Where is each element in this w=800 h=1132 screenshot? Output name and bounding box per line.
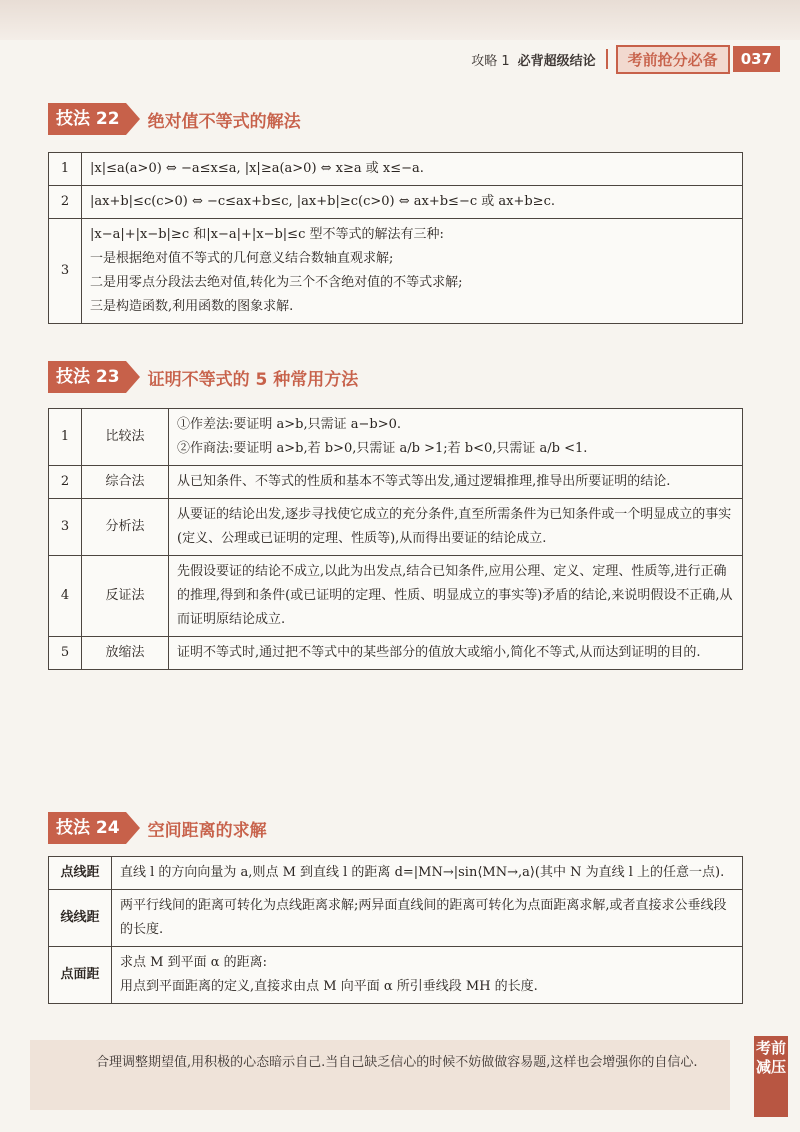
table-row	[49, 947, 743, 1004]
section-24-table	[48, 856, 743, 1004]
chapter-title: 必背超级结论	[517, 53, 596, 69]
strategy-label: 攻略 1	[471, 53, 510, 69]
row-content	[82, 219, 743, 324]
table-row	[49, 499, 743, 556]
row-content: 从已知条件、不等式的性质和基本不等式等出发,通过逻辑推理,推导出所要证明的结论.	[169, 466, 743, 499]
distance-type: 点面距	[49, 947, 112, 1004]
table-row	[49, 556, 743, 637]
section-tag: 技法 22	[48, 103, 126, 135]
row-content: 先假设要证的结论不成立,以此为出发点,结合已知条件,应用公理、定义、定理、性质等,进行正确的推理,得到和条件(或已证明的定理、性质、明显成立的事实等)矛盾的结论,来说明假设不正确,从而证明原结论成立.	[169, 556, 743, 637]
distance-type: 线线距	[49, 890, 112, 947]
section-22-heading	[48, 103, 301, 135]
row-content	[112, 947, 743, 1004]
row-number: 5	[49, 637, 82, 670]
content-line: 三是构造函数,利用函数的图象求解.	[90, 299, 294, 314]
content-line: 一是根据绝对值不等式的几何意义结合数轴直观求解;	[90, 251, 394, 266]
row-number: 2	[49, 466, 82, 499]
row-content: 两平行线间的距离可转化为点线距离求解;两异面直线间的距离可转化为点面距离求解,或者直接求公垂线段的长度.	[112, 890, 743, 947]
table-row	[49, 409, 743, 466]
table-row	[49, 890, 743, 947]
row-content: |ax+b|≤c(c>0) ⇔ −c≤ax+b≤c, |ax+b|≥c(c>0) ⇔ ax+b≤−c 或 ax+b≥c.	[82, 186, 743, 219]
page-top-band	[0, 0, 800, 40]
section-title: 证明不等式的 5 种常用方法	[147, 369, 359, 390]
footer-text: 合理调整期望值,用积极的心态暗示自己.当自己缺乏信心的时候不妨做做容易题,这样也会增强你的自信心.	[96, 1055, 698, 1070]
table-row	[49, 466, 743, 499]
row-content: 直线 l 的方向向量为 a,则点 M 到直线 l 的距离 d=|MN→|sin⟨MN→,a⟩(其中 N 为直线 l 上的任意一点).	[112, 857, 743, 890]
table-row	[49, 857, 743, 890]
row-content: |x|≤a(a>0) ⇔ −a≤x≤a, |x|≥a(a>0) ⇔ x≥a 或 x≤−a.	[82, 153, 743, 186]
footer-banner	[30, 1040, 730, 1110]
row-number: 3	[49, 219, 82, 324]
content-line: ①作差法:要证明 a>b,只需证 a−b>0.	[177, 417, 402, 432]
content-line: ②作商法:要证明 a>b,若 b>0,只需证 a/b >1;若 b<0,只需证 a/b <1.	[177, 441, 588, 456]
row-number: 2	[49, 186, 82, 219]
row-number: 4	[49, 556, 82, 637]
row-number: 1	[49, 409, 82, 466]
method-name: 放缩法	[82, 637, 169, 670]
page-number: 037	[733, 46, 780, 72]
distance-type: 点线距	[49, 857, 112, 890]
side-tab-label: 考前减压	[754, 1036, 788, 1117]
method-name: 比较法	[82, 409, 169, 466]
method-name: 分析法	[82, 499, 169, 556]
method-name: 反证法	[82, 556, 169, 637]
section-23-table	[48, 408, 743, 670]
page-header	[471, 44, 780, 74]
row-number: 1	[49, 153, 82, 186]
header-badge: 考前抢分必备	[616, 45, 730, 74]
section-24-heading	[48, 812, 267, 844]
method-name: 综合法	[82, 466, 169, 499]
header-divider	[606, 49, 608, 69]
section-title: 绝对值不等式的解法	[147, 111, 301, 132]
content-line: 用点到平面距离的定义,直接求由点 M 向平面 α 所引垂线段 MH 的长度.	[120, 979, 538, 994]
content-line: 二是用零点分段法去绝对值,转化为三个不含绝对值的不等式求解;	[90, 275, 463, 290]
row-content: 从要证的结论出发,逐步寻找使它成立的充分条件,直至所需条件为已知条件或一个明显成立的事实(定义、公理或已证明的定理、性质等),从而得出要证的结论成立.	[169, 499, 743, 556]
row-content: 证明不等式时,通过把不等式中的某些部分的值放大或缩小,简化不等式,从而达到证明的目的.	[169, 637, 743, 670]
content-line: |x−a|+|x−b|≥c 和|x−a|+|x−b|≤c 型不等式的解法有三种:	[90, 227, 444, 242]
section-23-heading	[48, 361, 358, 393]
section-tag: 技法 23	[48, 361, 126, 393]
table-row	[49, 186, 743, 219]
table-row	[49, 153, 743, 186]
section-tag: 技法 24	[48, 812, 126, 844]
table-row	[49, 637, 743, 670]
content-line: 求点 M 到平面 α 的距离:	[120, 955, 267, 970]
row-content	[169, 409, 743, 466]
section-22-table	[48, 152, 743, 324]
section-title: 空间距离的求解	[147, 820, 267, 841]
table-row	[49, 219, 743, 324]
row-number: 3	[49, 499, 82, 556]
